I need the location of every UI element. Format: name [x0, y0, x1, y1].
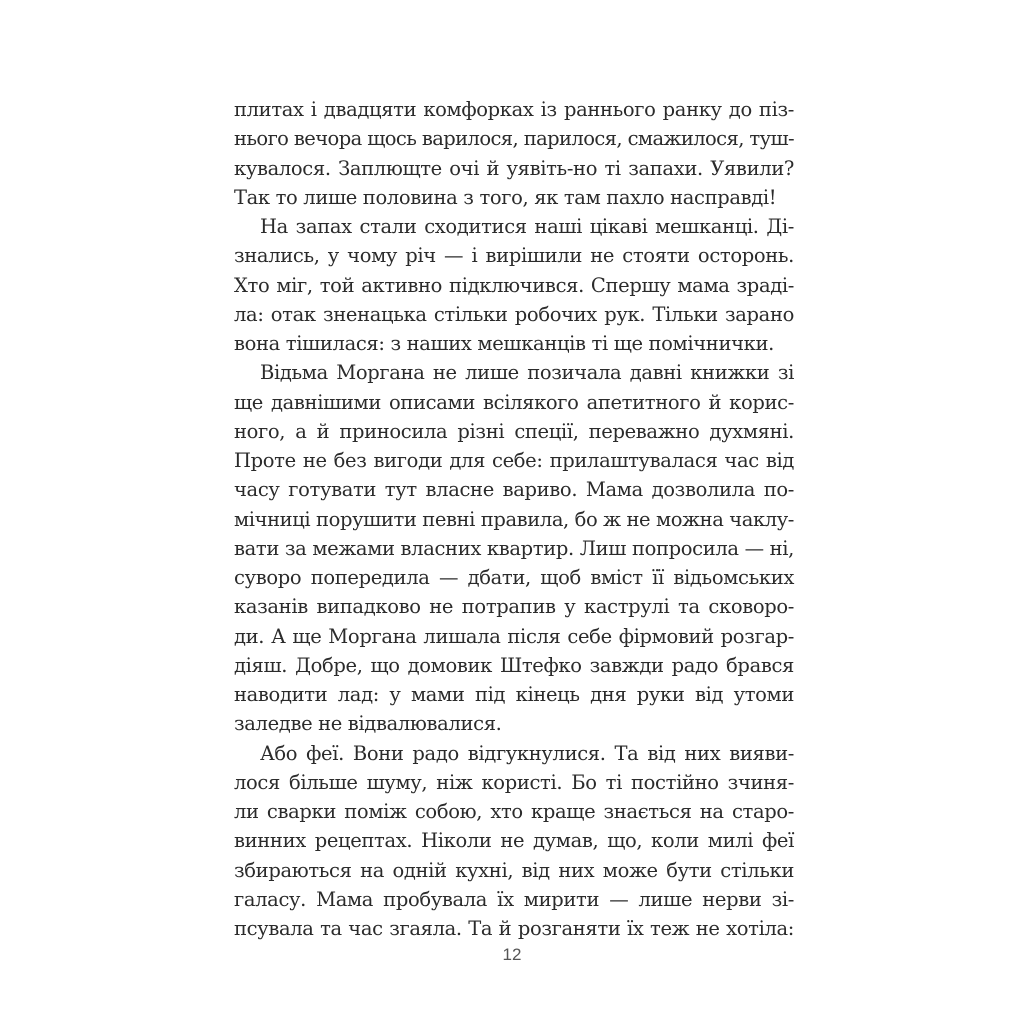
text-line: наводити лад: у мами під кінець дня руки від утоми: [234, 683, 794, 706]
text-line: вати за межами власних квартир. Лиш попросила — ні,: [234, 536, 794, 560]
body-text: [234, 95, 794, 943]
page-number: 12: [502, 945, 522, 964]
paragraph-first-line: Або феї. Вони радо відгукнулися. Та від них вияви-: [260, 741, 794, 765]
text-line: винних рецептах. Ніколи не думав, що, коли милі феї: [234, 829, 794, 853]
text-line: суворо попередила — дбати, щоб вміст її відьомських: [234, 566, 794, 589]
text-line: Так то лише половина з того, як там пахло насправді!: [234, 185, 777, 209]
paragraph-first-line: На запах стали сходитися наші цікаві мешканці. Ді-: [260, 215, 794, 238]
text-line: ще давнішими описами всілякого апетитного й корис-: [234, 390, 794, 414]
text-line: казанів випадково не потрапив у каструлі та сковоро-: [234, 595, 794, 619]
text-line: знались, у чому річ — і вирішили не стояти осторонь.: [234, 244, 794, 268]
text-line: ди. А ще Моргана лишала після себе фірмовий розгар-: [234, 624, 794, 648]
text-line: ного, а й приносила різні спеції, переважно духмяні.: [234, 419, 794, 443]
text-line: Проте не без вигоди для себе: прилаштувалася час від: [234, 449, 794, 472]
text-line: мічниці порушити певні правила, бо ж не можна чаклу-: [234, 507, 794, 531]
text-line: Хто міг, той активно підключився. Спершу мама зраді-: [234, 273, 794, 297]
text-line: нього вечора щось варилося, парилося, смажилося, туш-: [234, 127, 794, 151]
text-line: псувала та час згаяла. Та й розганяти їх теж не хотіла:: [234, 917, 794, 940]
text-line: збираються на одній кухні, від них може бути стільки: [234, 858, 794, 882]
text-line: галасу. Мама пробувала їх мирити — лише нерви зі-: [234, 887, 794, 911]
text-line: діяш. Добре, що домовик Штефко завжди радо брався: [234, 653, 794, 677]
text-line: ли сварки поміж собою, хто краще знається на старо-: [234, 800, 794, 823]
text-line: кувалося. Заплющте очі й уявіть-но ті запахи. Уявили?: [234, 156, 794, 180]
text-line: лося більше шуму, ніж користі. Бо ті постійно зчиня-: [234, 770, 794, 794]
text-line: вона тішилася: з наших мешканців ті ще помічнички.: [234, 332, 774, 355]
text-line: плитах і двадцяти комфорках із раннього ранку до піз-: [234, 98, 794, 121]
paragraph-first-line: Відьма Моргана не лише позичала давні книжки зі: [260, 361, 794, 385]
text-line: часу готувати тут власне вариво. Мама дозволила по-: [234, 478, 794, 502]
text-line: ла: отак зненацька стільки робочих рук. Тільки зарано: [234, 302, 794, 326]
text-line: заледве не відвалювалися.: [234, 712, 502, 736]
